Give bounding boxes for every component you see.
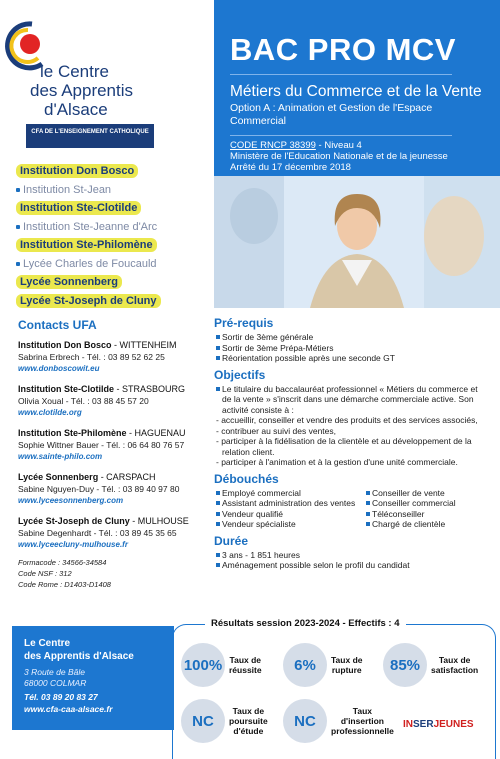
institution-item: [16, 236, 206, 254]
contact-item: [18, 471, 208, 506]
stat-label-line: d'insertion: [340, 716, 384, 726]
header-divider: [230, 74, 452, 75]
address-web-link[interactable]: www.cfa-caa-alsace.fr: [24, 704, 113, 714]
stat-label-line: Taux de: [232, 706, 265, 716]
list-item: [214, 332, 498, 343]
contact-city: - HAGUENAU: [126, 428, 186, 438]
page-title: BAC PRO MCV: [230, 32, 456, 67]
institution-item: [16, 273, 206, 291]
contact-name: [18, 515, 208, 527]
bullet-icon: [16, 262, 20, 266]
stat-label: [229, 655, 262, 675]
list-item: [214, 343, 498, 354]
bullet-icon: [216, 356, 220, 360]
list-item-text: Employé commercial: [222, 487, 301, 498]
content-sections: [214, 316, 498, 575]
bullet-icon: [366, 501, 370, 505]
header-ministry: Ministère de l'Education Nationale et de la jeunesse: [230, 151, 448, 162]
inser-part-c: JEUNES: [433, 719, 474, 730]
header-subtitle: Métiers du Commerce et de la Vente: [230, 83, 482, 100]
stat-value: 85%: [383, 643, 427, 687]
header-option: Option A : Animation et Gestion de l'Espace Commercial: [230, 102, 433, 127]
list-item: [214, 353, 498, 364]
cfa-logo: [0, 0, 210, 152]
contact-city: - WITTENHEIM: [111, 340, 177, 350]
stat-label-line: Taux de: [438, 655, 471, 665]
institution-item: [16, 292, 206, 310]
list-item: [214, 560, 498, 571]
list-item-text: Réorientation possible après une seconde GT: [222, 353, 395, 363]
stat-label-line: rupture: [331, 665, 362, 675]
bullet-icon: [216, 387, 220, 391]
stat-insertion: [283, 699, 394, 743]
text-line: - participer à l'animation et à la gestion d'une unité commerciale.: [216, 457, 458, 467]
contact-item: [18, 339, 208, 374]
contact-item: [18, 383, 208, 418]
codes-block: [18, 557, 208, 590]
contact-tel: Sabine Degenhardt - Tél. : 03 89 45 35 65: [18, 528, 177, 538]
stat-value: 6%: [283, 643, 327, 687]
stat-label: [331, 706, 394, 736]
stat-label-line: Taux de: [229, 655, 262, 665]
stat-label-line: réussite: [229, 665, 262, 675]
header-code: CODE RNCP 38399: [230, 140, 316, 151]
institution-label: Institution Ste-Clotilde: [16, 201, 141, 215]
stat-reussite: [181, 643, 262, 687]
text-line: [214, 384, 498, 395]
bullet-icon: [216, 346, 220, 350]
contact-name: [18, 471, 208, 483]
logo-line3: d'Alsace: [44, 100, 108, 119]
bullet-icon: [216, 491, 220, 495]
address-title1: Le Centre: [24, 638, 71, 649]
section-objectifs: [214, 368, 498, 468]
saleswoman-photo: [214, 176, 500, 308]
institution-item: [16, 218, 206, 236]
contacts-section: [18, 318, 208, 590]
list-item-text: Sortir de 3ème générale: [222, 332, 314, 342]
stat-label-line: d'étude: [233, 726, 264, 736]
contact-city: - STRASBOURG: [114, 384, 186, 394]
list-item: [214, 550, 498, 561]
results-title: Résultats session 2023-2024 - Effectifs : 4: [205, 618, 406, 629]
section-title: Pré-requis: [214, 316, 274, 330]
code-rome: Code Rome : D1403-D1408: [18, 580, 111, 589]
debouches-grid: [214, 488, 498, 530]
bullet-icon: [216, 501, 220, 505]
stat-label-line: Taux de: [331, 655, 363, 665]
list-item-text: Aménagement possible selon le profil du candidat: [222, 560, 410, 570]
contact-name: [18, 383, 208, 395]
logo-line2: des Apprentis: [30, 81, 134, 100]
logo-line1: le Centre: [40, 62, 109, 81]
address-title2: des Apprentis d'Alsace: [24, 651, 134, 662]
contact-tel: Sabrina Erbrech - Tél. : 03 89 52 62 25: [18, 352, 165, 362]
text-line: - accueillir, conseiller et vendre des produits et des services associés,: [216, 415, 478, 425]
list-item: [214, 488, 364, 499]
list-item: [214, 519, 364, 530]
list-item: [364, 498, 494, 509]
list-item: [364, 519, 494, 530]
address-city: 68000 COLMAR: [24, 678, 87, 688]
contact-tel: Sabine Nguyen-Duy - Tél. : 03 89 40 97 80: [18, 484, 180, 494]
address-box: [12, 626, 174, 730]
institution-item: [16, 255, 206, 273]
contact-web-link[interactable]: www.lyceesonnenberg.com: [18, 496, 124, 505]
stat-label-line: satisfaction: [431, 665, 479, 675]
bullet-icon: [366, 512, 370, 516]
institution-label: Lycée Sonnenberg: [16, 275, 122, 289]
text-line-content: Le titulaire du baccalauréat professionnel « Métiers du commerce et: [222, 383, 478, 394]
institution-item: [16, 162, 206, 180]
text-line: - contribuer au suivi des ventes,: [216, 425, 337, 436]
bullet-icon: [216, 512, 220, 516]
code-formacode: Formacode : 34566-34584: [18, 558, 107, 567]
stat-label: [229, 706, 268, 736]
contact-tel: Sophie Wittner Bauer - Tél. : 06 64 80 76 57: [18, 440, 185, 450]
contacts-title: Contacts UFA: [18, 318, 97, 332]
inserjeunes-logo: [403, 719, 474, 730]
list-item-text: Conseiller de vente: [372, 487, 445, 498]
list-item-text: Vendeur qualifié: [222, 508, 283, 519]
institution-item: [16, 181, 206, 199]
header-divider: [230, 135, 452, 136]
list-item: [214, 509, 364, 520]
header-level: - Niveau 4: [315, 140, 362, 151]
stat-value: NC: [283, 699, 327, 743]
text-line: relation client.: [222, 446, 275, 457]
list-item-text: Vendeur spécialiste: [222, 519, 296, 529]
contact-city: - CARSPACH: [98, 472, 156, 482]
contact-name: [18, 339, 208, 351]
bullet-icon: [216, 522, 220, 526]
code-nsf: Code NSF : 312: [18, 569, 72, 578]
title-header: [214, 0, 500, 176]
list-item-text: Sortir de 3ème Prépa-Métiers: [222, 342, 334, 353]
contact-web-link[interactable]: www.sainte-philo.com: [18, 452, 103, 461]
contact-tel: Olivia Xoual - Tél. : 03 88 45 57 20: [18, 396, 149, 406]
address-tel: Tél. 03 89 20 83 27: [24, 692, 98, 702]
institution-label: Institution Don Bosco: [16, 164, 138, 178]
photo-illustration: [214, 176, 500, 308]
text-line: activité consiste à :: [222, 404, 294, 415]
results-panel: [172, 618, 496, 759]
contact-name: [18, 427, 208, 439]
bullet-icon: [366, 522, 370, 526]
section-title: Durée: [214, 533, 249, 548]
contact-city: - MULHOUSE: [129, 516, 189, 526]
section-title: Objectifs: [214, 367, 266, 382]
stat-poursuite: [181, 699, 268, 743]
cfa-band: CFA DE L'ENSEIGNEMENT CATHOLIQUE: [26, 124, 154, 148]
bullet-icon: [16, 188, 20, 192]
contact-school: Institution Don Bosco: [18, 340, 112, 350]
list-item: [364, 509, 494, 520]
contact-web-link[interactable]: www.donboscowit.eu: [18, 364, 100, 373]
institution-item: [16, 199, 206, 217]
stat-label-line: poursuite: [229, 716, 268, 726]
contact-school: Lycée St-Joseph de Cluny: [18, 516, 130, 526]
stat-label: [431, 655, 478, 675]
bullet-icon: [216, 553, 220, 557]
header-date: Arrêté du 17 décembre 2018: [230, 162, 351, 173]
institution-label: Institution St-Jean: [23, 183, 112, 196]
section-title: Débouchés: [214, 471, 279, 486]
bullet-icon: [16, 225, 20, 229]
institution-label: Lycée St-Joseph de Cluny: [16, 294, 161, 308]
inser-part-a: IN: [403, 719, 413, 730]
institutions-list: [16, 162, 206, 310]
stat-value: 100%: [181, 643, 225, 687]
list-item: [214, 498, 364, 509]
list-item-text: Conseiller commercial: [372, 498, 456, 508]
list-item: [364, 488, 494, 499]
contact-item: [18, 427, 208, 462]
list-item-text: 3 ans - 1 851 heures: [222, 549, 300, 560]
contact-school: Institution Ste-Clotilde: [18, 384, 114, 394]
institution-label: Institution Ste-Jeanne d'Arc: [23, 220, 158, 233]
stat-rupture: [283, 643, 363, 687]
contact-school: Lycée Sonnenberg: [18, 472, 99, 482]
bullet-icon: [216, 563, 220, 567]
list-item-text: Assistant administration des ventes: [222, 498, 356, 508]
institution-label: Institution Ste-Philomène: [16, 238, 157, 252]
section-prerequis: [214, 316, 498, 364]
address-street: 3 Route de Bâle: [24, 667, 85, 677]
stat-satisfaction: [383, 643, 478, 687]
stat-value: NC: [181, 699, 225, 743]
contact-item: [18, 515, 208, 550]
contact-school: Institution Ste-Philomène: [18, 428, 127, 438]
section-duree: [214, 534, 498, 571]
list-item-text: Téléconseiller: [372, 508, 425, 519]
stat-label: [331, 655, 363, 675]
section-debouches: [214, 472, 498, 530]
contact-web-link[interactable]: www.clotilde.org: [18, 408, 82, 417]
institution-label: Lycée Charles de Foucauld: [23, 257, 157, 270]
stat-label-line: professionnelle: [331, 726, 394, 736]
bullet-icon: [366, 491, 370, 495]
bullet-icon: [216, 335, 220, 339]
header-code-line: [230, 140, 484, 151]
logo-text: [26, 62, 206, 119]
text-line: de la vente » s'inscrit dans une démarche commerciale active. Son: [222, 394, 474, 404]
text-line: - participer à la fidélisation de la clientèle et au développement de la: [216, 436, 472, 446]
list-item-text: Chargé de clientèle: [372, 519, 446, 529]
contact-web-link[interactable]: www.lyceecluny-mulhouse.fr: [18, 540, 128, 549]
stat-label-line: Taux: [352, 706, 373, 716]
inser-part-b: SER: [413, 719, 434, 730]
